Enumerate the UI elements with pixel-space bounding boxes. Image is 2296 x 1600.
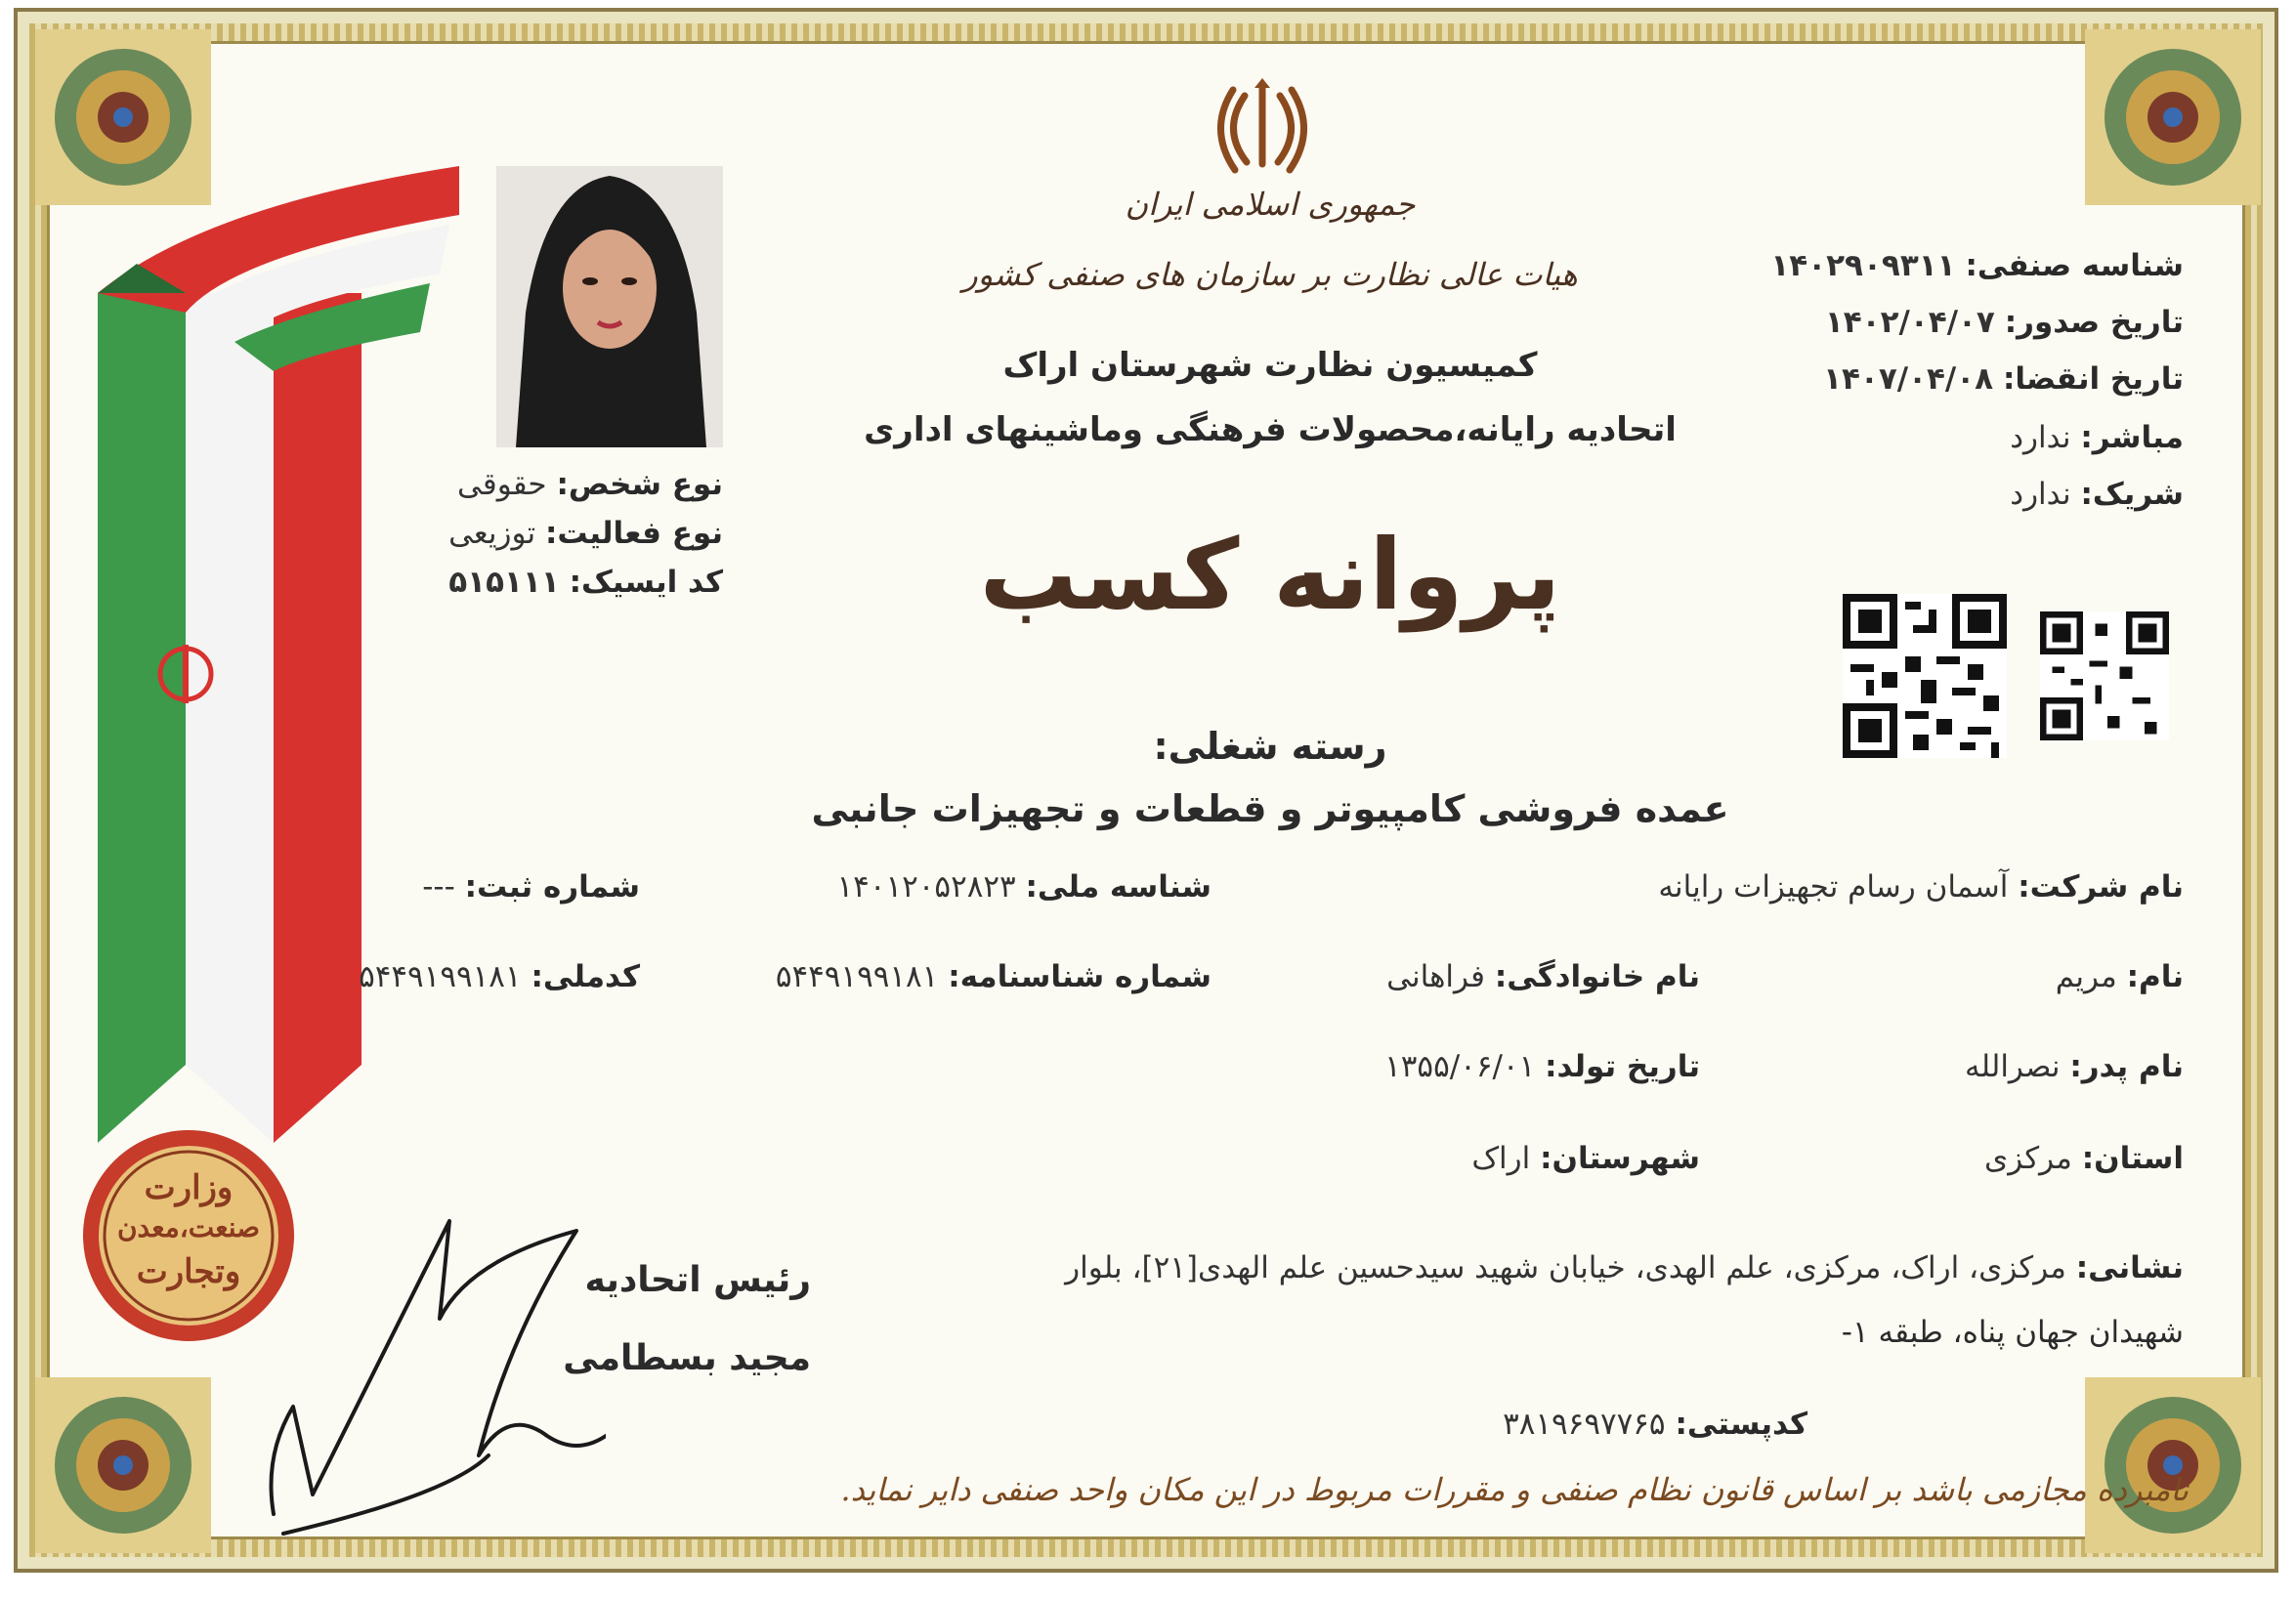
birth-cert-value: ۵۴۴۹۱۹۹۱۸۱ xyxy=(775,959,939,994)
manager-label: مباشر: xyxy=(2080,420,2184,455)
first-name-label: نام: xyxy=(2126,959,2184,994)
board-name: هیات عالی نظارت بر سازمان های صنفی کشور xyxy=(962,256,1578,293)
father-row xyxy=(1965,1049,2184,1084)
province-value: مرکزی xyxy=(1984,1141,2072,1176)
national-code-value: ۵۴۴۹۱۹۹۱۸۱ xyxy=(359,959,522,994)
certificate-title: پروانه کسب xyxy=(979,518,1561,632)
address-row xyxy=(1065,1250,2184,1285)
person-photo-icon xyxy=(496,166,723,447)
isic-label: کد ایسیک: xyxy=(569,565,723,600)
company-value: آسمان رسام تجهیزات رایانه xyxy=(1658,869,2009,905)
legal-footer: نامبرده مجازمی باشد بر اساس قانون نظام صنفی و مقررات مربوط در این مکان واحد صنفی دایر نماید. xyxy=(840,1471,2189,1508)
birth-date-row xyxy=(1384,1049,1700,1084)
father-label: نام پدر: xyxy=(2069,1049,2184,1084)
last-name-row xyxy=(1386,959,1700,994)
national-id-row xyxy=(837,869,1212,905)
city-label: شهرستان: xyxy=(1540,1141,1700,1176)
isic-value: ۵۱۵۱۱۱ xyxy=(448,565,560,600)
qr-code-large xyxy=(1843,594,2007,758)
union-name: اتحادیه رایانه،محصولات فرهنگی وماشینهای اداری xyxy=(864,410,1677,449)
address-line-2: شهیدان جهان پناه، طبقه ۱- xyxy=(1841,1315,2184,1350)
flag-ribbon xyxy=(88,147,479,1153)
seal-line-3: وتجارت xyxy=(136,1252,241,1291)
activity-type-value: توزیعی xyxy=(448,516,536,551)
guild-id-value: ۱۴۰۲۹۰۹۳۱۱ xyxy=(1770,248,1956,283)
seal-line-2: صنعت،معدن xyxy=(116,1211,261,1243)
city-row xyxy=(1471,1141,1700,1176)
seal-line-1: وزارت xyxy=(144,1168,234,1207)
first-name-row xyxy=(2056,959,2184,994)
national-code-row xyxy=(359,959,640,994)
city-value: اراک xyxy=(1471,1141,1531,1176)
birth-cert-row xyxy=(776,959,1212,994)
expiry-date-label: تاریخ انقضا: xyxy=(2002,361,2184,397)
signatory-name: مجید بسطامی xyxy=(563,1338,811,1378)
issue-date-label: تاریخ صدور: xyxy=(2004,305,2184,340)
expiry-date-row xyxy=(1823,361,2184,397)
isic-row xyxy=(436,565,723,600)
company-row xyxy=(1658,869,2184,905)
category-label: رسته شغلی: xyxy=(1153,725,1387,768)
national-code-label: کدملی: xyxy=(531,959,640,994)
partner-row xyxy=(2010,477,2184,512)
partner-value: ندارد xyxy=(2010,477,2071,512)
qr-code-small xyxy=(2040,611,2169,740)
last-name-label: نام خانوادگی: xyxy=(1494,959,1700,994)
person-type-row xyxy=(457,467,723,502)
corner-ornament-top-right xyxy=(2085,29,2261,205)
iran-emblem-icon xyxy=(1212,76,1313,178)
father-value: نصرالله xyxy=(1964,1049,2061,1084)
province-label: استان: xyxy=(2081,1141,2184,1176)
corner-ornament-bottom-right xyxy=(2085,1377,2261,1553)
reg-no-label: شماره ثبت: xyxy=(464,869,640,905)
guild-id-row xyxy=(1770,248,2184,283)
holder-photo xyxy=(496,166,723,447)
birth-date-value: ۱۳۵۵/۰۶/۰۱ xyxy=(1384,1049,1536,1084)
reg-no-value: --- xyxy=(422,869,455,905)
first-name-value: مریم xyxy=(2055,959,2117,994)
country-name: جمهوری اسلامی ایران xyxy=(1125,186,1416,223)
postal-value: ۳۸۱۹۶۹۷۷۶۵ xyxy=(1503,1407,1666,1442)
company-label: نام شرکت: xyxy=(2018,869,2184,905)
expiry-date-value: ۱۴۰۷/۰۴/۰۸ xyxy=(1823,361,1994,397)
national-id-label: شناسه ملی: xyxy=(1025,869,1212,905)
activity-type-row xyxy=(436,516,723,551)
birth-date-label: تاریخ تولد: xyxy=(1545,1049,1700,1084)
postal-label: کدپستی: xyxy=(1675,1407,1807,1442)
handwritten-signature xyxy=(254,1162,606,1553)
national-id-value: ۱۴۰۱۲۰۵۲۸۲۳ xyxy=(836,869,1016,905)
address-label: نشانی: xyxy=(2075,1250,2184,1285)
signatory-role: رئیس اتحادیه xyxy=(584,1260,811,1300)
person-type-label: نوع شخص: xyxy=(556,467,723,502)
guild-id-label: شناسه صنفی: xyxy=(1965,248,2184,283)
birth-cert-label: شماره شناسنامه: xyxy=(948,959,1212,994)
issue-date-value: ۱۴۰۲/۰۴/۰۷ xyxy=(1824,305,1995,340)
activity-type-label: نوع فعالیت: xyxy=(545,516,723,551)
province-row xyxy=(1984,1141,2184,1176)
manager-value: ندارد xyxy=(2010,420,2071,455)
person-type-value: حقوقی xyxy=(457,467,547,502)
reg-no-row xyxy=(422,869,640,905)
issue-date-row xyxy=(1825,305,2184,340)
commission-name: کمیسیون نظارت شهرستان اراک xyxy=(1002,346,1538,385)
corner-ornament-bottom-left xyxy=(35,1377,211,1553)
last-name-value: فراهانی xyxy=(1386,959,1485,994)
manager-row xyxy=(2010,420,2184,455)
partner-label: شریک: xyxy=(2080,477,2184,512)
category-value: عمده فروشی کامپیوتر و قطعات و تجهیزات جانبی xyxy=(811,787,1729,830)
postal-row xyxy=(1503,1407,1807,1442)
address-line-1: مرکزی، اراک، مرکزی، علم الهدی، خیابان شهید سیدحسین علم الهدی[۲۱]، بلوار xyxy=(1065,1250,2066,1285)
